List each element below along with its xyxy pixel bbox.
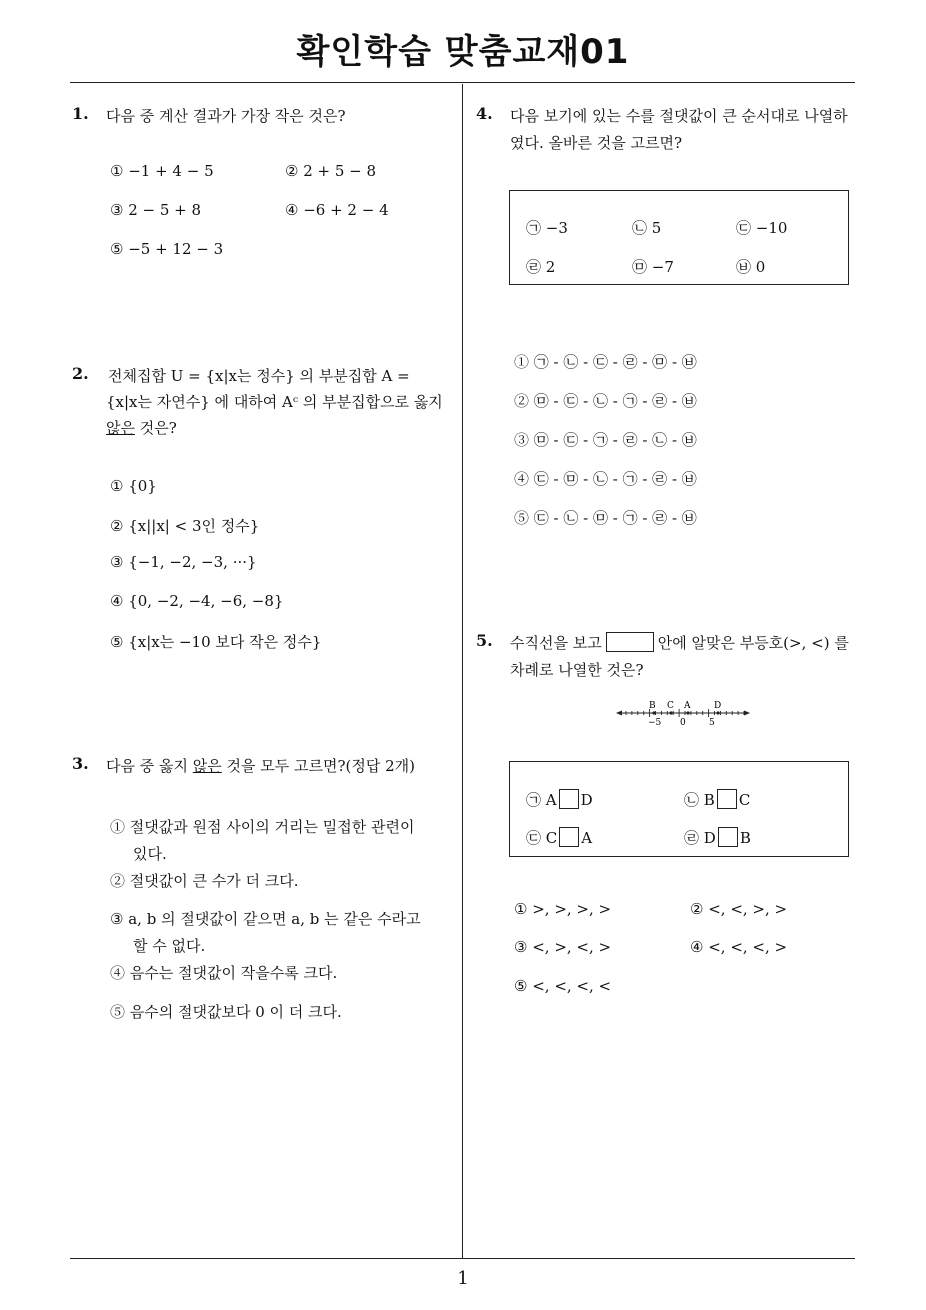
example-item: ㉣ 2 [526, 258, 556, 276]
emphasis-underline: 않은 [192, 757, 222, 775]
choice-2[interactable]: ② {x||x| < 3인 정수} [110, 517, 260, 535]
footer-rule [70, 1258, 855, 1259]
question-text: 다음 중 계산 결과가 가장 작은 것은? [106, 107, 346, 125]
choice-3[interactable]: ③ <, >, <, > [514, 938, 612, 956]
choice-4[interactable]: ④ <, <, <, > [690, 938, 788, 956]
question-number: 2. [72, 364, 89, 383]
item-right: C [738, 791, 751, 809]
item-mark: ㉢ [526, 829, 542, 847]
item-mark: ㉠ [526, 791, 542, 809]
question-text-line: 전체집합 U = {x|x는 정수} 의 부분집합 A = [108, 367, 410, 385]
emphasis-underline: 않은 [106, 419, 135, 437]
question-text-rest: 안에 알맞은 부등호(>, <) 를 [657, 634, 849, 652]
question-text-line [510, 632, 849, 653]
example-item: ㉡ 5 [632, 219, 662, 237]
choice-4[interactable]: ④ 음수는 절댓값이 작을수록 크다. [110, 964, 338, 982]
item-left: B [703, 791, 715, 809]
example-item: ㉢ −10 [736, 219, 788, 237]
choice-1[interactable]: ① >, >, >, > [514, 900, 612, 918]
choice-5[interactable]: ⑤ −5 + 12 − 3 [110, 240, 224, 258]
point-d-dot [716, 711, 719, 714]
choice-2[interactable]: ② 2 + 5 − 8 [285, 162, 377, 180]
tick-label: 5 [709, 718, 715, 728]
choice-1[interactable]: ① 절댓값과 원점 사이의 거리는 밀접한 관련이 [110, 818, 415, 836]
blank-square [718, 827, 738, 847]
point-label-a: A [684, 701, 691, 711]
choice-1[interactable]: ① −1 + 4 − 5 [110, 162, 214, 180]
page-number: 1 [457, 1268, 469, 1289]
point-a-dot [686, 711, 689, 714]
example-item: ㉥ 0 [736, 258, 766, 276]
choice-1[interactable]: ① ㉠ - ㉡ - ㉢ - ㉣ - ㉤ - ㉥ [514, 353, 697, 371]
point-c-dot [669, 711, 672, 714]
page-title: 확인학습 맞춤교재01 [296, 32, 630, 72]
column-divider [462, 84, 463, 1258]
point-label-c: C [667, 701, 674, 711]
item-left: A [545, 791, 557, 809]
blank-square [559, 827, 579, 847]
item-mark: ㉣ [684, 829, 700, 847]
blank-square [717, 789, 737, 809]
item-right: D [580, 791, 593, 809]
arrow-right-icon [744, 711, 750, 716]
choice-5[interactable]: ⑤ <, <, <, < [514, 977, 612, 995]
question-number: 1. [72, 104, 89, 123]
question-text-line: 였다. 올바른 것을 고르면? [510, 134, 683, 152]
choice-3[interactable]: ③ {−1, −2, −3, ···} [110, 553, 257, 571]
header-rule [70, 82, 855, 83]
choice-5[interactable]: ⑤ {x|x는 −10 보다 작은 정수} [110, 633, 322, 651]
item-mark: ㉡ [684, 791, 700, 809]
arrow-left-icon [616, 711, 622, 716]
choice-3[interactable]: ③ 2 − 5 + 8 [110, 201, 202, 219]
choice-5[interactable]: ⑤ 음수의 절댓값보다 0 이 더 크다. [110, 1003, 342, 1021]
blank-square [559, 789, 579, 809]
example-item [526, 789, 593, 810]
question-text [106, 755, 415, 776]
answer-blank-box [606, 632, 654, 652]
question-text-line: {x|x는 자연수} 에 대하여 Aᶜ 의 부분집합으로 옳지 [106, 393, 443, 411]
question-number: 5. [476, 631, 493, 650]
question-text-line: 다음 보기에 있는 수를 절댓값이 큰 순서대로 나열하 [510, 107, 848, 125]
choice-5[interactable]: ⑤ ㉢ - ㉡ - ㉤ - ㉠ - ㉣ - ㉥ [514, 509, 697, 527]
tick-label: −5 [648, 718, 662, 728]
choice-2[interactable]: ② <, <, >, > [690, 900, 788, 918]
point-label-b: B [649, 701, 656, 711]
choice-3[interactable]: ③ ㉤ - ㉢ - ㉠ - ㉣ - ㉡ - ㉥ [514, 431, 697, 449]
choice-3[interactable]: ③ a, b 의 절댓값이 같으면 a, b 는 같은 수라고 [110, 910, 421, 928]
example-item: ㉠ −3 [526, 219, 568, 237]
example-item [684, 827, 751, 848]
item-right: A [581, 829, 593, 847]
number-line [612, 694, 754, 730]
choice-2[interactable]: ② 절댓값이 큰 수가 더 크다. [110, 872, 299, 890]
choice-4[interactable]: ④ ㉢ - ㉤ - ㉡ - ㉠ - ㉣ - ㉥ [514, 470, 697, 488]
question-text-start: 수직선을 보고 [510, 634, 602, 652]
choice-1-cont: 있다. [133, 845, 167, 863]
choice-3-cont: 할 수 없다. [133, 937, 206, 955]
example-item [526, 827, 592, 848]
point-label-d: D [714, 701, 722, 711]
item-right: B [739, 829, 751, 847]
tick-label: 0 [680, 718, 686, 728]
example-item [684, 789, 750, 810]
question-number: 3. [72, 754, 89, 773]
choice-4[interactable]: ④ −6 + 2 − 4 [285, 201, 389, 219]
question-number: 4. [476, 104, 493, 123]
question-text-line [106, 417, 177, 438]
choice-2[interactable]: ② ㉤ - ㉢ - ㉡ - ㉠ - ㉣ - ㉥ [514, 392, 697, 410]
item-left: D [703, 829, 716, 847]
question-text-start: 다음 중 옳지 [106, 757, 193, 775]
choice-4[interactable]: ④ {0, −2, −4, −6, −8} [110, 592, 284, 610]
point-b-dot [652, 711, 655, 714]
example-item: ㉤ −7 [632, 258, 674, 276]
item-left: C [545, 829, 558, 847]
question-text-line: 차례로 나열한 것은? [510, 661, 644, 679]
question-text-rest: 것은? [134, 419, 177, 437]
question-text-rest: 것을 모두 고르면?(정답 2개) [221, 757, 416, 775]
choice-1[interactable]: ① {0} [110, 477, 157, 495]
